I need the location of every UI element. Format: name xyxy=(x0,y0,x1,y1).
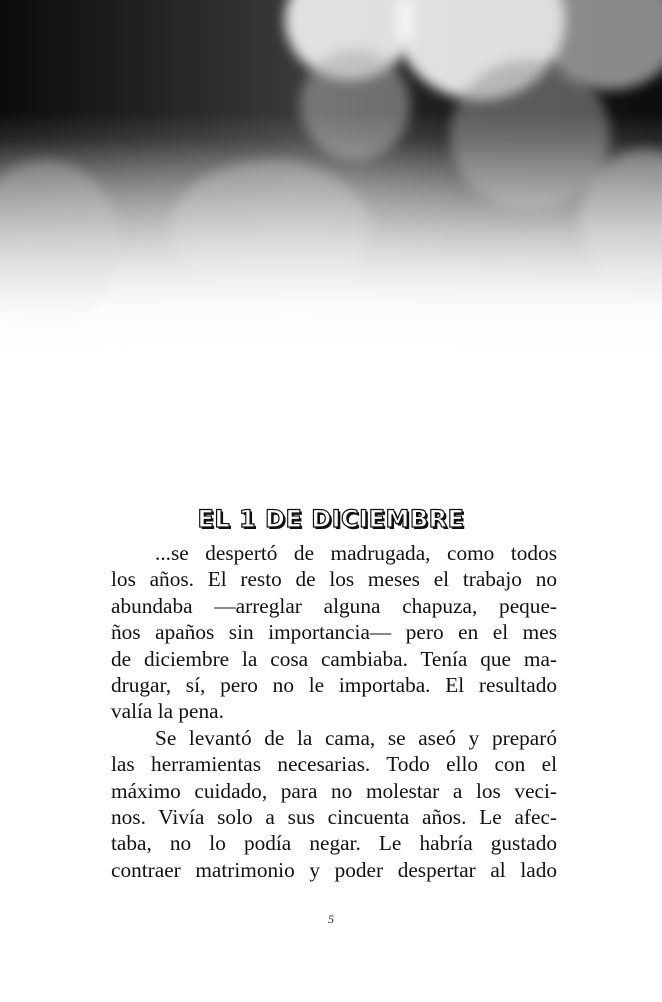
text-line: contraer matrimonio y poder despertar al lado xyxy=(111,857,557,882)
page-number: 5 xyxy=(328,912,334,926)
text-line: de diciembre la cosa cambiaba. Tenía que ma- xyxy=(111,646,557,671)
text-line: los años. El resto de los meses el trabajo no xyxy=(111,567,557,592)
text-line: máximo cuidado, para no molestar a los veci- xyxy=(111,778,557,803)
text-line: taba, no lo podía negar. Le habría gustado xyxy=(111,831,557,856)
text-line: nos. Vivía solo a sus cincuenta años. Le afec- xyxy=(111,804,557,829)
photo-fade-overlay xyxy=(0,0,662,400)
bokeh-lights-photo-icon xyxy=(0,0,662,400)
text-line: Se levantó de la cama, se aseó y preparó xyxy=(155,725,557,750)
text-line: drugar, sí, pero no le importaba. El resultado xyxy=(111,672,557,697)
chapter-body xyxy=(111,540,557,883)
text-line: las herramientas necesarias. Todo ello con el xyxy=(111,752,557,777)
text-line: ños apaños sin importancia— pero en el mes xyxy=(111,620,557,645)
text-line: ...se despertó de madrugada, como todos xyxy=(155,541,557,565)
text-line: abundaba —arreglar alguna chapuza, peque- xyxy=(111,593,557,618)
text-line: valía la pena. xyxy=(111,699,224,724)
chapter-title: EL 1 DE DICIEMBRE xyxy=(197,505,465,533)
